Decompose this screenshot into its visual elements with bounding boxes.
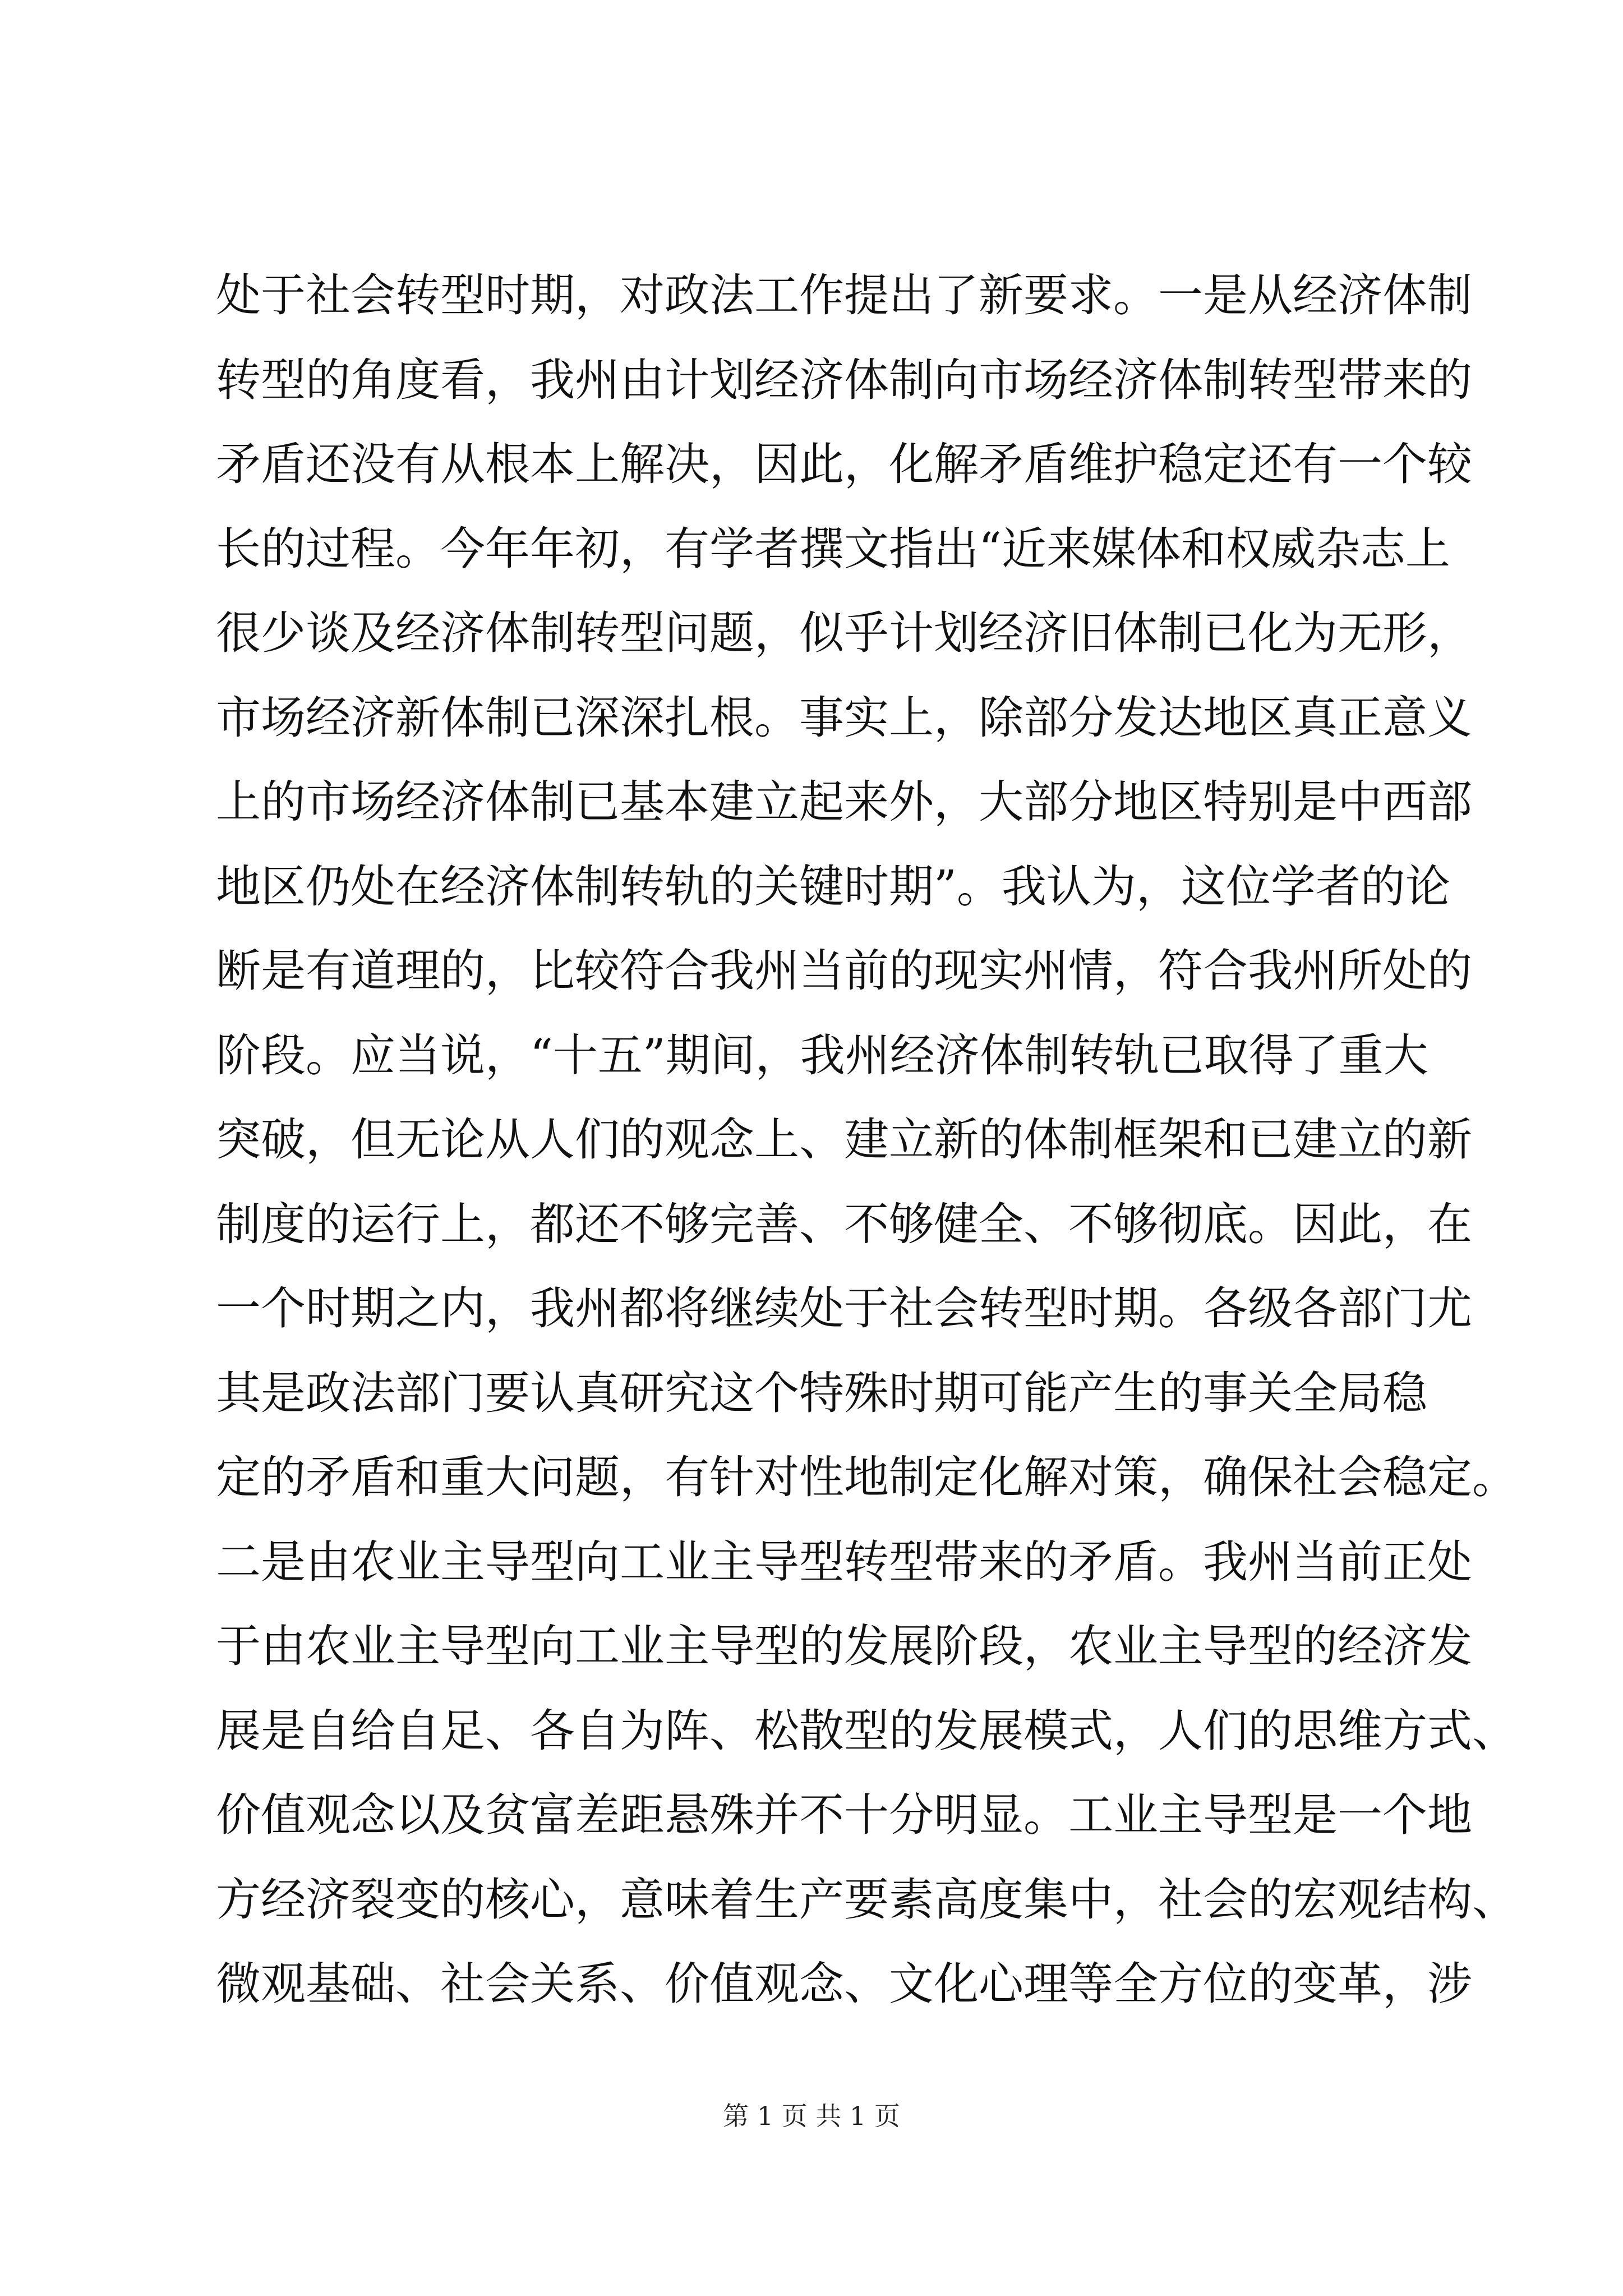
body-text	[216, 254, 1517, 2027]
page-number: 第 1 页 共 1 页	[723, 2101, 900, 2131]
text-line: 二是由农业主导型向工业主导型转型带来的矛盾。我州当前正处	[216, 1535, 1472, 1588]
text-line: 上的市场经济体制已基本建立起来外，大部分地区特别是中西部	[216, 776, 1472, 828]
text-line: 矛盾还没有从根本上解决，因此，化解矛盾维护稳定还有一个较	[216, 438, 1472, 490]
text-line: 地区仍处在经济体制转轨的关键时期”。我认为，这位学者的论	[216, 860, 1450, 913]
text-line: 断是有道理的，比较符合我州当前的现实州情，符合我州所处的	[216, 945, 1472, 997]
text-line: 很少谈及经济体制转型问题，似乎计划经济旧体制已化为无形，	[216, 607, 1472, 659]
text-line: 展是自给自足、各自为阵、松散型的发展模式，人们的思维方式、	[216, 1704, 1517, 1757]
text-line: 于由农业主导型向工业主导型的发展阶段，农业主导型的经济发	[216, 1620, 1472, 1672]
text-line: 长的过程。今年年初，有学者撰文指出“近来媒体和权威杂志上	[216, 522, 1450, 575]
text-line: 阶段。应当说，“十五”期间，我州经济体制转轨已取得了重大	[216, 1029, 1428, 1082]
text-line: 一个时期之内，我州都将继续处于社会转型时期。各级各部门尤	[216, 1282, 1472, 1335]
text-line: 突破，但无论从人们的观念上、建立新的体制框架和已建立的新	[216, 1114, 1472, 1166]
text-line: 其是政法部门要认真研究这个特殊时期可能产生的事关全局稳	[216, 1366, 1427, 1419]
text-line: 微观基础、社会关系、价值观念、文化心理等全方位的变革，涉	[216, 1958, 1472, 2010]
text-line: 转型的角度看，我州由计划经济体制向市场经济体制转型带来的	[216, 353, 1472, 406]
text-line: 市场经济新体制已深深扎根。事实上，除部分发达地区真正意义	[216, 691, 1472, 744]
text-line: 价值观念以及贫富差距悬殊并不十分明显。工业主导型是一个地	[216, 1789, 1472, 1841]
text-line: 制度的运行上，都还不够完善、不够健全、不够彻底。因此，在	[216, 1198, 1472, 1250]
page-footer	[0, 2099, 1623, 2133]
text-line: 处于社会转型时期，对政法工作提出了新要求。一是从经济体制	[216, 269, 1472, 321]
text-line: 定的矛盾和重大问题，有针对性地制定化解对策，确保社会稳定。	[216, 1451, 1517, 1503]
text-line: 方经济裂变的核心，意味着生产要素高度集中，社会的宏观结构、	[216, 1873, 1517, 1926]
